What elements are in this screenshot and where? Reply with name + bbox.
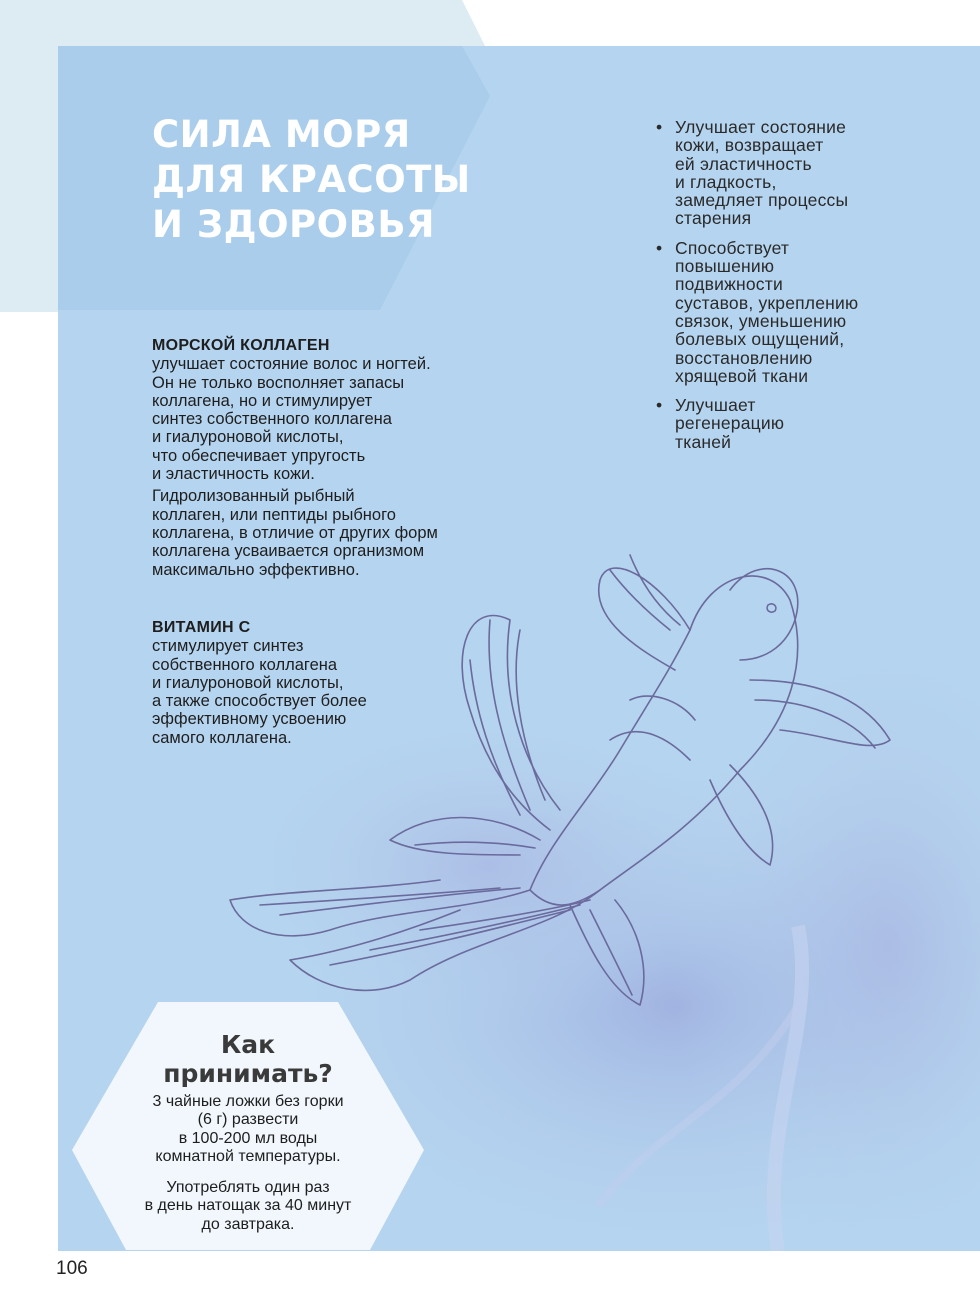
text-line: старения: [675, 208, 752, 229]
text-line: в 100-200 мл воды: [178, 1129, 318, 1147]
text-line: замедляет процессы: [675, 190, 849, 211]
text-line: подвижности: [675, 274, 783, 295]
text-line: связок, уменьшению: [675, 310, 847, 331]
page-number: 106: [56, 1258, 88, 1279]
text-line: Способствует: [675, 237, 790, 258]
benefits-list: [656, 118, 858, 462]
text-line: 3 чайные ложки без горки: [152, 1093, 344, 1110]
text-line: Улучшает: [675, 395, 756, 416]
title-line: Как: [220, 1030, 276, 1059]
text-line: Гидролизованный рыбный: [152, 487, 355, 506]
text-line: эффективному усвоению: [152, 710, 347, 729]
text-line: комнатной температуры.: [155, 1147, 341, 1165]
text-line: коллаген, или пептиды рыбного: [152, 505, 396, 524]
text-line: коллагена, но и стимулирует: [152, 391, 373, 410]
text-line: Улучшает состояние: [675, 117, 847, 137]
text-line: болевых ощущений,: [675, 329, 845, 350]
text-line: регенерацию: [675, 413, 785, 434]
text-line: и гладкость,: [675, 171, 777, 192]
text-line: и гиалуроновой кислоты,: [152, 673, 344, 692]
title-line: И ЗДОРОВЬЯ: [152, 203, 436, 246]
dosage-paragraph: [120, 1093, 376, 1166]
text-line: ей эластичность: [675, 153, 812, 174]
text-line: что обеспечивает упругость: [152, 446, 366, 465]
text-line: тканей: [675, 431, 732, 452]
text-line: коллагена усваивается организмом: [152, 542, 425, 561]
how-to-take-box: [70, 1000, 426, 1252]
title-line: СИЛА МОРЯ: [152, 113, 411, 156]
text-line: повышению: [675, 256, 775, 277]
how-to-take-title: [120, 1030, 376, 1088]
text-line: и эластичность кожи.: [152, 465, 315, 484]
title-line: ДЛЯ КРАСОТЫ: [152, 158, 471, 201]
text-line: самого коллагена.: [152, 728, 292, 747]
text-line: собственного коллагена: [152, 655, 338, 674]
bullet-icon: •: [656, 395, 663, 416]
text-line: восстановлению: [675, 347, 813, 368]
text-line: суставов, укреплению: [675, 292, 859, 313]
bullet-icon: •: [656, 237, 663, 258]
bullet-icon: •: [656, 117, 663, 137]
text-line: а также способствует более: [152, 692, 367, 711]
page-title: [152, 112, 471, 247]
text-line: коллагена, в отличие от других форм: [152, 523, 438, 542]
text-line: (6 г) развести: [197, 1111, 299, 1129]
usage-paragraph: [120, 1179, 376, 1234]
text-line: хрящевой ткани: [675, 365, 809, 386]
benefit-item-regeneration: [656, 396, 858, 451]
text-line: синтез собственного коллагена: [152, 410, 392, 429]
goldfish-illustration-icon: [170, 510, 910, 1010]
vitamin-c-heading: ВИТАМИН С: [152, 619, 251, 636]
text-line: кожи, возвращает: [675, 135, 824, 156]
text-line: в день натощак за 40 минут: [144, 1197, 352, 1215]
how-to-take-content: [120, 1030, 376, 1234]
benefit-item-skin: [656, 118, 858, 228]
benefit-item-joints: [656, 239, 858, 385]
collagen-paragraph-1: [152, 355, 492, 483]
text-line: Употреблять один раз: [166, 1179, 330, 1197]
text-line: улучшает состояние волос и ногтей.: [152, 355, 431, 374]
text-line: Он не только восполняет запасы: [152, 373, 405, 392]
text-line: и гиалуроновой кислоты,: [152, 428, 344, 447]
collagen-heading: МОРСКОЙ КОЛЛАГЕН: [152, 337, 330, 354]
title-line: принимать?: [163, 1059, 333, 1088]
text-line: максимально эффективно.: [152, 560, 360, 579]
text-line: стимулирует синтез: [152, 637, 304, 656]
text-line: до завтрака.: [201, 1215, 295, 1233]
